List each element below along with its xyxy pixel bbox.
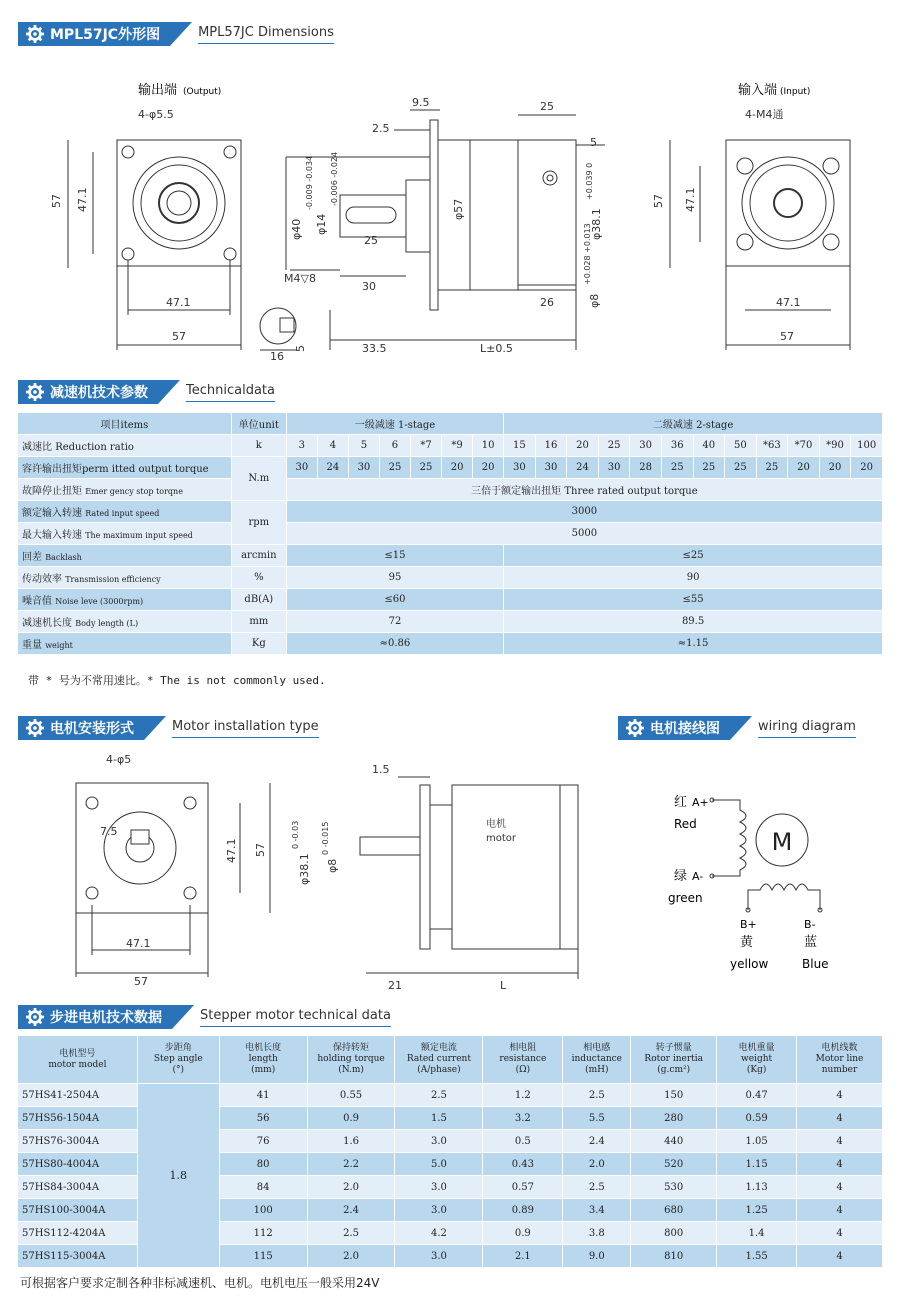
header-stage2: 二级减速 2-stage <box>504 413 883 435</box>
ratio-cell: 20 <box>567 435 599 457</box>
dim-phi38-motor-tol: 0 -0.03 <box>291 820 300 849</box>
wiring-diagram <box>640 770 880 990</box>
dim-phi38: φ38.1 <box>590 208 603 240</box>
table-row <box>18 567 883 589</box>
cell: 2.5 <box>563 1084 631 1107</box>
cell: 1.15 <box>717 1153 797 1176</box>
row-label: 噪音值 Noise leve (3000rpm) <box>18 589 232 611</box>
ratio-cell: 50 <box>725 435 757 457</box>
table-row <box>18 435 883 457</box>
cell: 2.5 <box>307 1222 395 1245</box>
noise-stage2: ≤55 <box>504 589 883 611</box>
side-housing <box>518 140 576 290</box>
dim-57-h: 57 <box>134 975 148 988</box>
wire-a-minus: A- <box>692 870 704 883</box>
cell: 1.25 <box>717 1199 797 1222</box>
cell: 4 <box>797 1084 883 1107</box>
motor-flange <box>76 783 208 913</box>
wire-b-plus: B+ <box>740 918 757 931</box>
torque-cell: 30 <box>348 457 379 479</box>
dim-33-5: 33.5 <box>362 342 387 355</box>
torque-cell: 20 <box>788 457 820 479</box>
section-subtitle: MPL57JC Dimensions <box>198 25 334 44</box>
wire-yellow-cn: 黄 <box>740 935 754 950</box>
cell: 84 <box>219 1176 307 1199</box>
wire-blue-en: Blue <box>802 957 829 971</box>
cell: 3.8 <box>563 1222 631 1245</box>
cell: 680 <box>631 1199 717 1222</box>
cell: 280 <box>631 1107 717 1130</box>
ratio-cell: 16 <box>535 435 567 457</box>
dim-25-top: 25 <box>540 100 554 113</box>
table-row <box>18 501 883 523</box>
section-title: 步进电机技术数据 <box>50 1010 162 1026</box>
model-cell: 57HS41-2504A <box>18 1084 138 1107</box>
table-row <box>18 479 883 501</box>
ratio-cell: *7 <box>411 435 442 457</box>
wire-red-cn: 红 <box>674 795 688 810</box>
ratio-cell: 6 <box>379 435 410 457</box>
row-label: 减速机长度 Body length (L) <box>18 611 232 633</box>
motor-label-en: motor <box>486 833 517 844</box>
ratio-cell: *90 <box>819 435 851 457</box>
cell: 3.0 <box>395 1176 483 1199</box>
dim-phi38-tol: +0.039 0 <box>585 162 594 200</box>
cell: 2.5 <box>395 1084 483 1107</box>
length-stage2: 89.5 <box>504 611 883 633</box>
step-angle-cell: 1.8 <box>137 1084 219 1268</box>
row-unit: mm <box>231 611 286 633</box>
torque-cell: 24 <box>317 457 348 479</box>
torque-cell: 30 <box>535 457 567 479</box>
dim-9-5: 9.5 <box>412 96 430 109</box>
section-title-box <box>618 716 730 740</box>
row-unit: % <box>231 567 286 589</box>
motor-letter: M <box>771 828 793 856</box>
header-inertia: 转子惯量 Rotor inertia (g.cm²) <box>631 1036 717 1084</box>
backlash-stage1: ≤15 <box>286 545 503 567</box>
torque-cell: 24 <box>567 457 599 479</box>
max-speed-value: 5000 <box>286 523 882 545</box>
torque-cell: 25 <box>756 457 788 479</box>
dim-47-1-out: 47.1 <box>76 187 89 212</box>
model-cell: 57HS80-4004A <box>18 1153 138 1176</box>
header-item: 项目items <box>18 413 232 435</box>
torque-cell: 25 <box>693 457 725 479</box>
section-header-technical <box>18 380 275 404</box>
coil-b <box>748 884 820 910</box>
torque-cell: 30 <box>504 457 536 479</box>
ratio-cell: 4 <box>317 435 348 457</box>
section-header-dimensions <box>18 22 334 46</box>
dim-phi40: φ40 <box>290 218 303 240</box>
wire-yellow-en: yellow <box>730 957 769 971</box>
cell: 0.55 <box>307 1084 395 1107</box>
uncommon-ratio-note: 带 * 号为不常用速比。* The is not commonly used. <box>28 674 326 687</box>
dim-phi38-motor: φ38.1 <box>298 853 311 885</box>
section-subtitle: Stepper motor technical data <box>200 1008 391 1027</box>
dim-57-out: 57 <box>50 194 63 208</box>
cell: 2.0 <box>307 1176 395 1199</box>
cell: 4.2 <box>395 1222 483 1245</box>
cell: 0.43 <box>483 1153 563 1176</box>
stepper-spec-table <box>17 1035 883 1268</box>
section-title-box <box>18 380 158 404</box>
cell: 3.4 <box>563 1199 631 1222</box>
cell: 1.5 <box>395 1107 483 1130</box>
dim-phi57: φ57 <box>452 198 465 220</box>
cell: 5.5 <box>563 1107 631 1130</box>
section-title-box <box>18 22 170 46</box>
cell: 3.0 <box>395 1199 483 1222</box>
cell: 1.6 <box>307 1130 395 1153</box>
gear-icon <box>626 719 644 737</box>
cell: 0.57 <box>483 1176 563 1199</box>
wire-a-plus: A+ <box>692 796 709 809</box>
dim-m4: M4▽8 <box>284 272 316 285</box>
row-label: 最大输入转速 The maximum input speed <box>18 523 232 545</box>
dim-5-key: 5 <box>294 345 307 352</box>
wire-red-en: Red <box>674 817 697 831</box>
ratio-cell: 30 <box>630 435 662 457</box>
dim-57-out-h: 57 <box>172 330 186 343</box>
cell: 4 <box>797 1199 883 1222</box>
cell: 440 <box>631 1130 717 1153</box>
header-unit: 单位unit <box>231 413 286 435</box>
table-row <box>18 457 883 479</box>
customization-footer: 可根据客户要求定制各种非标减速机、电机。电机电压一般采用24V <box>20 1276 380 1290</box>
torque-cell: 30 <box>286 457 317 479</box>
dim-30: 30 <box>362 280 376 293</box>
ratio-cell: *70 <box>788 435 820 457</box>
cell: 80 <box>219 1153 307 1176</box>
header-inductance: 相电感 inductance (mH) <box>563 1036 631 1084</box>
cell: 2.4 <box>563 1130 631 1153</box>
cell: 1.13 <box>717 1176 797 1199</box>
dim-phi8-motor-tol: 0 -0.015 <box>321 821 330 855</box>
cell: 3.0 <box>395 1130 483 1153</box>
dim-21: 21 <box>388 979 402 992</box>
dim-57-in-h: 57 <box>780 330 794 343</box>
table-row <box>18 523 883 545</box>
model-cell: 57HS84-3004A <box>18 1176 138 1199</box>
row-label: 传动效率 Transmission efficiency <box>18 567 232 589</box>
gear-icon <box>26 25 44 43</box>
section-title-box <box>18 716 144 740</box>
cell: 4 <box>797 1153 883 1176</box>
output-label: 输出端 <box>138 83 178 98</box>
section-subtitle: wiring diagram <box>758 719 856 738</box>
header-lines: 电机线数 Motor line number <box>797 1036 883 1084</box>
cell: 150 <box>631 1084 717 1107</box>
cell: 2.1 <box>483 1245 563 1268</box>
backlash-stage2: ≤25 <box>504 545 883 567</box>
dim-57-in: 57 <box>652 194 665 208</box>
cell: 56 <box>219 1107 307 1130</box>
section-subtitle: Technicaldata <box>186 383 275 402</box>
section-title: 电机接线图 <box>650 721 720 737</box>
table-row <box>18 589 883 611</box>
input-label: 输入端 <box>738 83 778 98</box>
row-unit: Kg <box>231 633 286 655</box>
section-header-install <box>18 716 319 740</box>
output-flange <box>117 140 241 266</box>
dim-phi8-motor: φ8 <box>326 858 339 873</box>
section-title: 减速机技术参数 <box>50 385 148 401</box>
model-cell: 57HS56-1504A <box>18 1107 138 1130</box>
cell: 3.2 <box>483 1107 563 1130</box>
dim-47-1-h: 47.1 <box>126 937 151 950</box>
cell: 810 <box>631 1245 717 1268</box>
cell: 800 <box>631 1222 717 1245</box>
torque-cell: 20 <box>442 457 473 479</box>
cell: 530 <box>631 1176 717 1199</box>
ratio-cell: 40 <box>693 435 725 457</box>
dim-L: L±0.5 <box>480 342 513 355</box>
dim-phi40-tol: -0.009 -0.034 <box>305 155 314 210</box>
cell: 4 <box>797 1107 883 1130</box>
dim-47-1-v: 47.1 <box>225 838 238 863</box>
ratio-cell: 10 <box>473 435 504 457</box>
cell: 0.9 <box>483 1222 563 1245</box>
dim-phi14-tol: -0.006 -0.024 <box>330 151 339 206</box>
cell: 3.0 <box>395 1245 483 1268</box>
torque-cell: 25 <box>379 457 410 479</box>
dim-1-5: 1.5 <box>372 763 390 776</box>
emergency-value: 三倍于额定输出扭矩 Three rated output torque <box>286 479 882 501</box>
table-row <box>18 611 883 633</box>
gear-icon <box>26 1008 44 1026</box>
coil-a <box>712 800 746 876</box>
efficiency-stage1: 95 <box>286 567 503 589</box>
header-length: 电机长度 length (mm) <box>219 1036 307 1084</box>
cell: 112 <box>219 1222 307 1245</box>
cell: 76 <box>219 1130 307 1153</box>
dim-phi8: φ8 <box>588 293 601 308</box>
dim-phi8-tol: +0.028 +0.013 <box>583 223 592 285</box>
torque-cell: 20 <box>473 457 504 479</box>
dim-47-1-in-h: 47.1 <box>776 296 801 309</box>
motor-label-cn: 电机 <box>486 819 506 830</box>
cell: 5.0 <box>395 1153 483 1176</box>
dim-2-5: 2.5 <box>372 122 390 135</box>
model-cell: 57HS115-3004A <box>18 1245 138 1268</box>
cell: 1.05 <box>717 1130 797 1153</box>
torque-cell: 20 <box>819 457 851 479</box>
cell: 4 <box>797 1222 883 1245</box>
row-label: 故障停止扭矩 Emer gency stop torqne <box>18 479 232 501</box>
cell: 0.9 <box>307 1107 395 1130</box>
torque-cell: 28 <box>630 457 662 479</box>
gear-icon <box>26 719 44 737</box>
cell: 9.0 <box>563 1245 631 1268</box>
dim-L-motor: L <box>500 979 507 992</box>
gear-icon <box>26 383 44 401</box>
ratio-cell: 15 <box>504 435 536 457</box>
ratio-cell: *9 <box>442 435 473 457</box>
header-stage1: 一级减速 1-stage <box>286 413 503 435</box>
model-cell: 57HS112-4204A <box>18 1222 138 1245</box>
torque-cell: 25 <box>661 457 693 479</box>
row-unit: rpm <box>231 501 286 545</box>
cell: 100 <box>219 1199 307 1222</box>
wire-green-en: green <box>668 891 703 905</box>
torque-cell: 25 <box>725 457 757 479</box>
motor-body <box>452 785 578 949</box>
ratio-cell: 36 <box>661 435 693 457</box>
cell: 115 <box>219 1245 307 1268</box>
dim-47-1-out-h: 47.1 <box>166 296 191 309</box>
dim-hole-output: 4-φ5.5 <box>138 108 174 121</box>
wire-blue-cn: 蓝 <box>804 935 818 950</box>
row-label: 容许输出扭矩perm itted output torque <box>18 457 232 479</box>
dim-47-1-in: 47.1 <box>684 187 697 212</box>
cell: 2.2 <box>307 1153 395 1176</box>
section-title: 电机安装形式 <box>50 721 134 737</box>
row-unit: dB(A) <box>231 589 286 611</box>
dim-5-top: 5 <box>590 136 597 149</box>
row-unit: k <box>231 435 286 457</box>
reducer-dimension-drawing <box>0 60 900 370</box>
cell: 2.0 <box>307 1245 395 1268</box>
dim-phi14: φ14 <box>315 213 328 235</box>
row-unit: N.m <box>231 457 286 501</box>
cell: 1.4 <box>717 1222 797 1245</box>
header-resistance: 相电阻 resistance (Ω) <box>483 1036 563 1084</box>
section-subtitle: Motor installation type <box>172 719 319 738</box>
ratio-cell: 100 <box>851 435 883 457</box>
rated-speed-value: 3000 <box>286 501 882 523</box>
input-flange <box>726 140 850 266</box>
cell: 2.5 <box>563 1176 631 1199</box>
dim-7-5: 7.5 <box>100 825 118 838</box>
section-header-wiring <box>618 716 856 740</box>
section-header-stepper <box>18 1005 391 1029</box>
ratio-cell: 5 <box>348 435 379 457</box>
cell: 520 <box>631 1153 717 1176</box>
cell: 4 <box>797 1245 883 1268</box>
dim-26: 26 <box>540 296 554 309</box>
torque-cell: 25 <box>411 457 442 479</box>
row-label: 重量 weight <box>18 633 232 655</box>
header-current: 额定电流 Rated current (A/phase) <box>395 1036 483 1084</box>
motor-installation-drawing <box>0 745 620 995</box>
wire-b-minus: B- <box>804 918 816 931</box>
table-row <box>18 545 883 567</box>
cell: 1.2 <box>483 1084 563 1107</box>
cell: 0.47 <box>717 1084 797 1107</box>
cell: 0.89 <box>483 1199 563 1222</box>
cell: 2.0 <box>563 1153 631 1176</box>
row-label: 减速比 Reduction ratio <box>18 435 232 457</box>
noise-stage1: ≤60 <box>286 589 503 611</box>
table-row <box>18 633 883 655</box>
reducer-spec-table <box>17 412 883 655</box>
model-cell: 57HS76-3004A <box>18 1130 138 1153</box>
cell: 41 <box>219 1084 307 1107</box>
ratio-cell: 3 <box>286 435 317 457</box>
dim-57-v: 57 <box>254 843 267 857</box>
dim-25-key: 25 <box>364 234 378 247</box>
header-torque: 保持转矩 holding torque (N.m) <box>307 1036 395 1084</box>
ratio-cell: 25 <box>598 435 630 457</box>
row-label: 额定输入转速 Rated input speed <box>18 501 232 523</box>
torque-cell: 30 <box>598 457 630 479</box>
table-row <box>18 1084 883 1107</box>
cell: 0.59 <box>717 1107 797 1130</box>
efficiency-stage2: 90 <box>504 567 883 589</box>
header-model: 电机型号 motor model <box>18 1036 138 1084</box>
wire-green-cn: 绿 <box>674 869 688 884</box>
dim-hole-motor: 4-φ5 <box>106 753 132 766</box>
row-label: 回差 Backlash <box>18 545 232 567</box>
input-en-label: (Input) <box>780 87 811 97</box>
weight-stage2: ≈1.15 <box>504 633 883 655</box>
dim-hole-input: 4-M4通 <box>745 108 784 121</box>
header-weight: 电机重量 weight (Kg) <box>717 1036 797 1084</box>
dim-16: 16 <box>270 350 284 363</box>
cell: 4 <box>797 1130 883 1153</box>
section-title: MPL57JC外形图 <box>50 27 161 43</box>
cell: 0.5 <box>483 1130 563 1153</box>
side-flange <box>430 120 438 310</box>
output-en-label: (Output) <box>183 87 222 97</box>
header-step-angle: 步距角 Step angle (°) <box>137 1036 219 1084</box>
cell: 1.55 <box>717 1245 797 1268</box>
cell: 2.4 <box>307 1199 395 1222</box>
ratio-cell: *63 <box>756 435 788 457</box>
torque-cell: 20 <box>851 457 883 479</box>
length-stage1: 72 <box>286 611 503 633</box>
model-cell: 57HS100-3004A <box>18 1199 138 1222</box>
row-unit: arcmin <box>231 545 286 567</box>
weight-stage1: ≈0.86 <box>286 633 503 655</box>
section-title-box <box>18 1005 172 1029</box>
cell: 4 <box>797 1176 883 1199</box>
